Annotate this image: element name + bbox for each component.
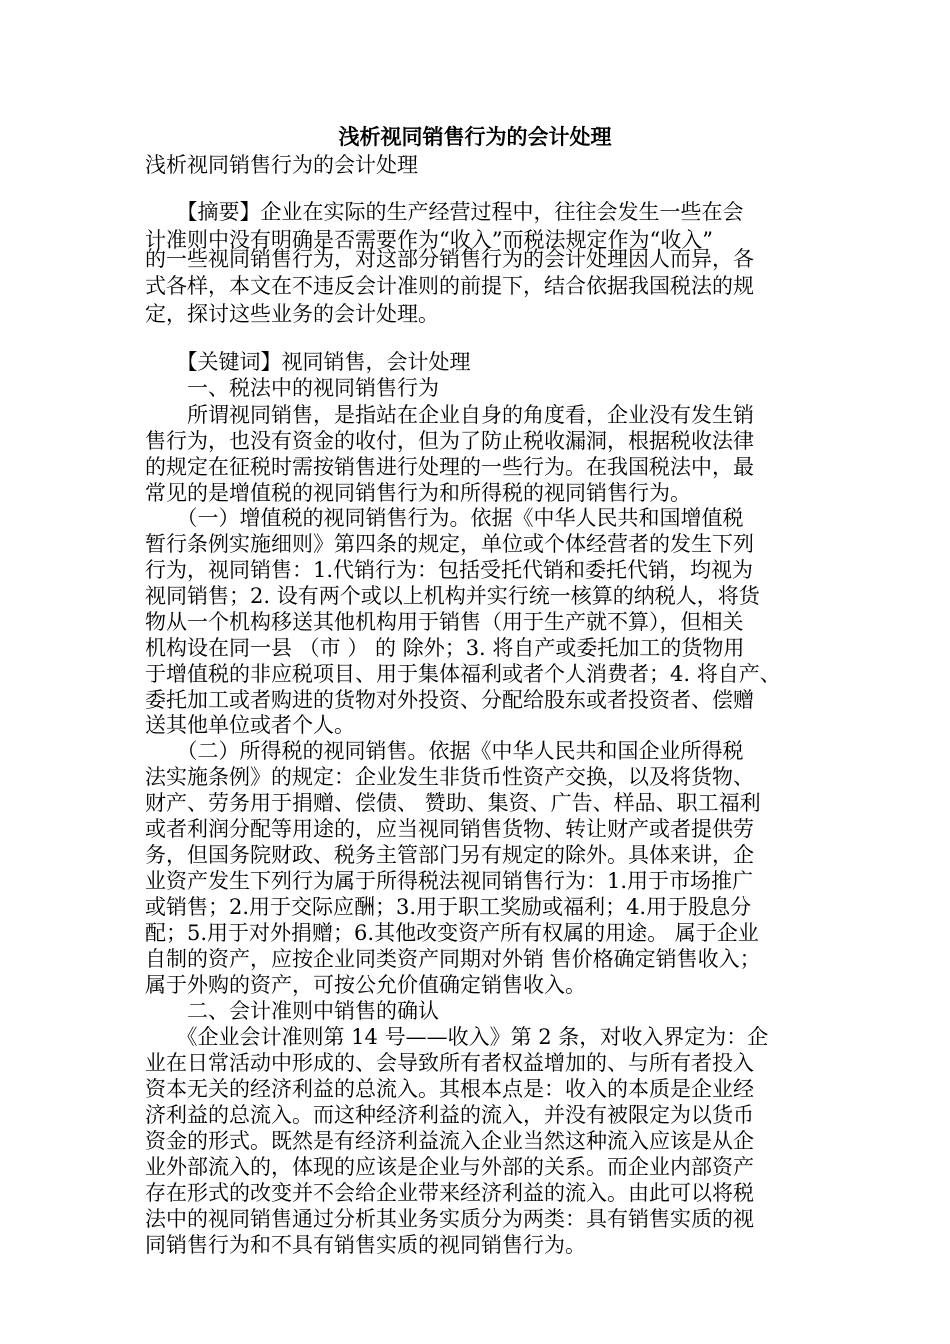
paragraph-line: 业外部流入的，体现的应该是企业与外部的关系。而企业内部资产 — [145, 1155, 754, 1179]
paragraph-line: 业在日常活动中形成的、会导致所有者权益增加的、与所有者投入 — [145, 1051, 754, 1075]
paragraph-line: 同销售行为和不具有销售实质的视同销售行为。 — [145, 1233, 586, 1257]
paragraph-line: 或销售；2.用于交际应酬；3.用于职工奖励或福利；4.用于股息分 — [145, 895, 752, 919]
paragraph-line: 资本无关的经济利益的总流入。其根本点是：收入的本质是企业经 — [145, 1077, 754, 1101]
paragraph-line: 的规定在征税时需按销售进行处理的一些行为。在我国税法中，最 — [145, 455, 754, 479]
paragraph-line: 济利益的总流入。而这种经济利益的流入，并没有被限定为以货币 — [145, 1103, 754, 1127]
document-title: 浅析视同销售行为的会计处理 — [338, 124, 612, 149]
paragraph-line: 于增值税的非应税项目、用于集体福利或者个人消费者；4. 将自产、 — [145, 662, 781, 686]
keywords-line: 【关键词】视同销售，会计处理 — [145, 350, 471, 374]
paragraph-line: 送其他单位或者个人。 — [145, 713, 355, 737]
section-heading: 一、税法中的视同销售行为 — [145, 376, 439, 400]
paragraph-line: 常见的是增值税的视同销售行为和所得税的视同销售行为。 — [145, 481, 691, 505]
abstract-line: 计准则中没有明确是否需要作为“收入”而税法规定作为“收入” — [145, 228, 713, 252]
paragraph-line: 资金的形式。既然是有经济利益流入企业当然这种流入应该是从企 — [145, 1129, 754, 1153]
paragraph-line: 财产、劳务用于捐赠、偿债、 赞助、集资、广告、样品、职工福利 — [145, 791, 761, 815]
paragraph-line: 委托加工或者购进的货物对外投资、分配给股东或者投资者、偿赠 — [145, 688, 754, 712]
paragraph-line: 《企业会计准则第 14 号——收入》第 2 条，对收入界定为：企 — [145, 1025, 769, 1049]
paragraph-line: 所谓视同销售，是指站在企业自身的角度看，企业没有发生销 — [145, 403, 754, 427]
paragraph-line: 物从一个机构移送其他机构用于销售（用于生产就不算），但相关 — [145, 610, 744, 634]
section-heading: 二、会计准则中销售的确认 — [145, 999, 439, 1023]
paragraph-line: 存在形式的改变并不会给企业带来经济利益的流入。由此可以将税 — [145, 1181, 754, 1205]
document-subtitle: 浅析视同销售行为的会计处理 — [145, 153, 418, 177]
abstract-line: 式各样，本文在不违反会计准则的前提下，结合依据我国税法的规 — [145, 274, 754, 298]
paragraph-line: （一）增值税的视同销售行为。依据《中华人民共和国增值税 — [145, 506, 744, 530]
paragraph-line: 暂行条例实施细则》第四条的规定，单位或个体经营者的发生下列 — [145, 532, 754, 556]
paragraph-line: 法中的视同销售通过分析其业务实质分为两类：具有销售实质的视 — [145, 1207, 754, 1231]
abstract-line: 【摘要】企业在实际的生产经营过程中，往往会发生一些在会 — [145, 200, 744, 224]
paragraph-line: 属于外购的资产，可按公允价值确定销售收入。 — [145, 973, 586, 997]
paragraph-line: 务，但国务院财政、税务主管部门另有规定的除外。具体来讲，企 — [145, 843, 754, 867]
paragraph-line: 售行为，也没有资金的收付，但为了防止税收漏洞，根据税收法律 — [145, 429, 754, 453]
paragraph-line: 机构设在同一县 （市 ） 的 除外；3. 将自产或委托加工的货物用 — [145, 636, 745, 660]
paragraph-line: 业资产发生下列行为属于所得税法视同销售行为：1.用于市场推广 — [145, 869, 754, 893]
paragraph-line: 行为，视同销售：1.代销行为：包括受托代销和委托代销，均视为 — [145, 558, 754, 582]
abstract-line: 定，探讨这些业务的会计处理。 — [145, 302, 439, 326]
paragraph-line: （二）所得税的视同销售。依据《中华人民共和国企业所得税 — [145, 739, 744, 763]
paragraph-line: 配；5.用于对外捐赠；6.其他改变资产所有权属的用途。 属于企业 — [145, 921, 759, 945]
paragraph-line: 视同销售；2. 设有两个或以上机构并实行统一核算的纳税人，将货 — [145, 584, 760, 608]
paragraph-line: 法实施条例》的规定：企业发生非货币性资产交换，以及将货物、 — [145, 765, 754, 789]
paragraph-line: 自制的资产，应按企业同类资产同期对外销 售价格确定销售收入； — [145, 947, 761, 971]
abstract-line: 的一些视同销售行为，对这部分销售行为的会计处理因人而异，各 — [145, 247, 754, 271]
paragraph-line: 或者利润分配等用途的，应当视同销售货物、转让财产或者提供劳 — [145, 817, 754, 841]
